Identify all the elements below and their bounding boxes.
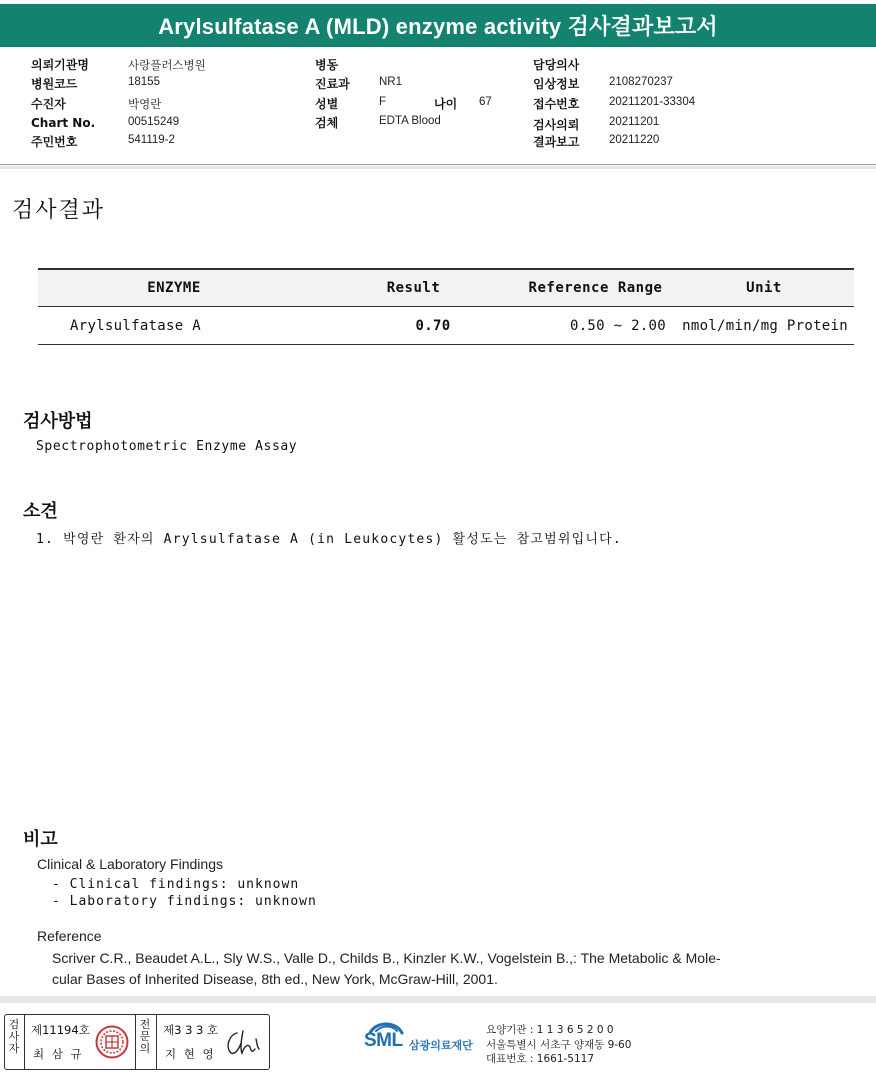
remarks-title: 비고 bbox=[23, 829, 58, 850]
finding-laboratory: - Laboratory findings: unknown bbox=[52, 894, 317, 909]
label-department: 진료과 bbox=[315, 77, 350, 91]
result-section-title: 검사결과 bbox=[12, 198, 106, 223]
method-title: 검사방법 bbox=[23, 411, 93, 432]
value-patient: 박영란 bbox=[128, 99, 162, 111]
label-hospital: 의뢰기관명 bbox=[31, 58, 89, 72]
method-text: Spectrophotometric Enzyme Assay bbox=[36, 439, 298, 454]
value-department: NR1 bbox=[379, 76, 403, 88]
label-hospital-code: 병원코드 bbox=[31, 77, 78, 91]
value-receipt-no: 20211201-33304 bbox=[609, 96, 696, 108]
tester-label-text: 검사자 bbox=[8, 1018, 20, 1055]
box-divider-3 bbox=[156, 1015, 157, 1069]
result-table bbox=[38, 268, 854, 345]
value-age: 67 bbox=[479, 96, 492, 108]
cell-unit: nmol/min/mg Protein bbox=[674, 307, 854, 345]
label-specimen: 검체 bbox=[315, 116, 339, 130]
col-reference-range: Reference Range bbox=[517, 269, 674, 307]
tester-license-no: 제11194호 bbox=[31, 1023, 90, 1037]
label-doctor: 담당의사 bbox=[533, 58, 580, 72]
signature-icon bbox=[223, 1027, 263, 1059]
value-chart-no: 00515249 bbox=[128, 116, 180, 128]
cell-enzyme: Arylsulfatase A bbox=[38, 307, 310, 345]
box-divider-2 bbox=[135, 1015, 136, 1069]
value-hospital-code: 18155 bbox=[128, 76, 160, 88]
specialist-name: 지 현 영 bbox=[165, 1047, 216, 1061]
label-clinical-info: 임상정보 bbox=[533, 77, 580, 91]
label-report-date: 결과보고 bbox=[533, 135, 580, 149]
org-phone: 대표번호 : 1661-5117 bbox=[486, 1053, 595, 1065]
label-chart-no: Chart No. bbox=[31, 116, 96, 130]
header-divider-shadow bbox=[0, 166, 876, 169]
value-hospital: 사랑플러스병원 bbox=[128, 60, 206, 72]
tester-label bbox=[6, 1019, 22, 1055]
specialist-label-text: 전문의 bbox=[139, 1018, 151, 1055]
opinion-text: 1. 박영란 환자의 Arylsulfatase A (in Leukocytes) 활성도는 참고범위입니다. bbox=[36, 532, 622, 547]
signature-box bbox=[4, 1014, 270, 1070]
report-title: Arylsulfatase A (MLD) enzyme activity 검사결과보고서 bbox=[0, 4, 876, 47]
specialist-label bbox=[137, 1019, 153, 1055]
value-specimen: EDTA Blood bbox=[379, 115, 441, 127]
label-request-date: 검사의뢰 bbox=[533, 118, 580, 132]
label-age: 나이 bbox=[434, 97, 458, 111]
box-divider-1 bbox=[24, 1015, 25, 1069]
footer-divider bbox=[0, 996, 876, 1003]
cell-result: 0.70 bbox=[310, 307, 517, 345]
value-sex: F bbox=[379, 96, 387, 108]
reference-line-1: Scriver C.R., Beaudet A.L., Sly W.S., Valle D., Childs B., Kinzler K.W., Vogelstein B.,: The Metabolic & Mole- bbox=[52, 950, 721, 966]
cell-reference-range: 0.50 ~ 2.00 bbox=[517, 307, 674, 345]
value-clinical-info: 2108270237 bbox=[609, 76, 673, 88]
seal-icon bbox=[95, 1025, 129, 1059]
table-row bbox=[38, 307, 854, 345]
col-result: Result bbox=[310, 269, 517, 307]
value-resident-no: 541119-2 bbox=[128, 134, 175, 146]
value-report-date: 20211220 bbox=[609, 134, 660, 146]
label-resident-no: 주민번호 bbox=[31, 135, 78, 149]
col-enzyme: ENZYME bbox=[38, 269, 310, 307]
org-name: 삼광의료재단 bbox=[409, 1039, 473, 1052]
tester-name: 최 삼 규 bbox=[33, 1047, 84, 1061]
reference-title: Reference bbox=[37, 928, 102, 944]
opinion-title: 소견 bbox=[23, 501, 58, 522]
label-receipt-no: 접수번호 bbox=[533, 97, 580, 111]
org-logo-text: SML bbox=[364, 1030, 403, 1051]
col-unit: Unit bbox=[674, 269, 854, 307]
org-address: 서울특별시 서초구 양재동 9-60 bbox=[486, 1039, 632, 1051]
finding-clinical: - Clinical findings: unknown bbox=[52, 877, 300, 892]
header-divider bbox=[0, 164, 876, 165]
label-patient: 수진자 bbox=[31, 97, 66, 111]
org-code: 요양기관 : 1 1 3 6 5 2 0 0 bbox=[486, 1024, 614, 1036]
value-request-date: 20211201 bbox=[609, 116, 660, 128]
specialist-license-no: 제3 3 3 호 bbox=[163, 1023, 219, 1037]
findings-title: Clinical & Laboratory Findings bbox=[37, 856, 223, 872]
label-ward: 병동 bbox=[315, 58, 339, 72]
label-sex: 성별 bbox=[315, 97, 339, 111]
result-table-header bbox=[38, 269, 854, 307]
reference-line-2: cular Bases of Inherited Disease, 8th ed., New York, McGraw-Hill, 2001. bbox=[52, 971, 498, 987]
